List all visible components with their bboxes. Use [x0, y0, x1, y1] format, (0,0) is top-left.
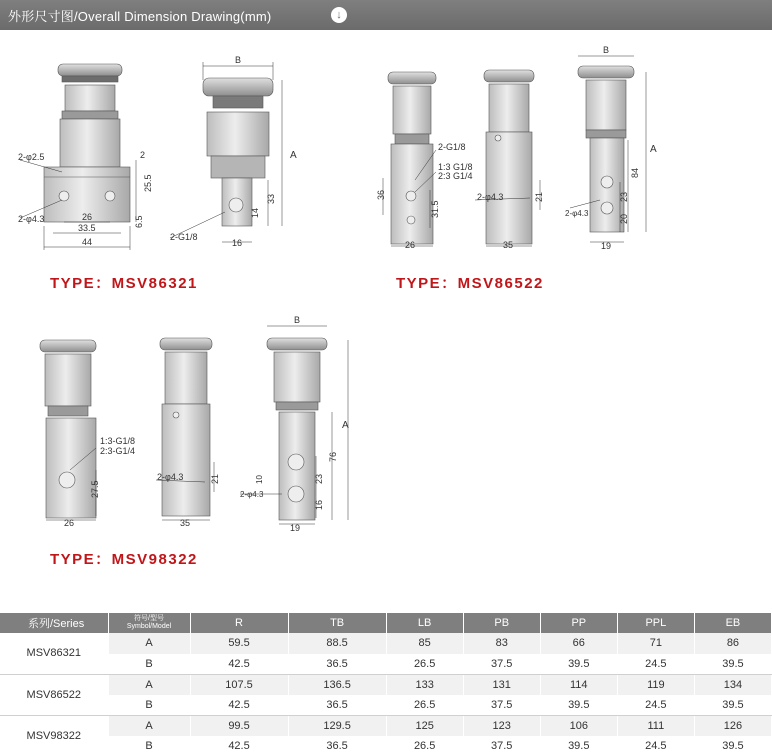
symbol-cell: A — [108, 715, 190, 736]
col-header-ppl: PPL — [617, 613, 694, 633]
dim-label: 2 — [140, 150, 146, 160]
table-row — [0, 695, 772, 716]
value-cell: 24.5 — [617, 654, 694, 675]
table-row — [0, 736, 772, 755]
value-cell: 59.5 — [190, 633, 288, 654]
series-cell: MSV86321 — [0, 633, 108, 674]
value-cell: 42.5 — [190, 695, 288, 716]
msv86522-front-view — [388, 72, 436, 244]
msv98322-middle-view — [160, 338, 212, 516]
series-cell: MSV98322 — [0, 715, 108, 755]
section-title: 外形尺寸图/Overall Dimension Drawing(mm) — [8, 8, 272, 24]
dim-label: 16 — [232, 238, 243, 248]
dim-label: 21 — [210, 473, 220, 484]
value-cell: 106 — [540, 715, 617, 736]
dim-label: 27.5 — [90, 480, 100, 498]
dim-label: 31.5 — [430, 200, 440, 218]
col-header-pp: PP — [540, 613, 617, 633]
value-cell: 107.5 — [190, 674, 288, 695]
dim-label: 23 — [619, 191, 629, 202]
value-cell: 26.5 — [386, 654, 463, 675]
value-cell: 39.5 — [694, 654, 771, 675]
dim-label: 2-G1/8 — [438, 142, 466, 152]
value-cell: 86 — [694, 633, 771, 654]
dim-label: A — [290, 150, 297, 161]
dim-label: 2-φ4.3 — [157, 472, 184, 482]
table-row — [0, 654, 772, 675]
dim-label: 76 — [328, 451, 338, 462]
value-cell: 66 — [540, 633, 617, 654]
col-header-eb: EB — [694, 613, 771, 633]
value-cell: 42.5 — [190, 654, 288, 675]
col-header-lb: LB — [386, 613, 463, 633]
table-row — [0, 715, 772, 736]
col-header-tb: TB — [288, 613, 386, 633]
dim-label: 19 — [601, 241, 612, 251]
dim-label: A — [342, 420, 349, 431]
value-cell: 134 — [694, 674, 771, 695]
symbol-cell: B — [108, 654, 190, 675]
msv86522-side-view — [578, 66, 634, 232]
dim-label: 20 — [619, 213, 629, 224]
dim-label: 2:3 G1/4 — [438, 171, 473, 181]
dim-label: 25.5 — [143, 174, 153, 192]
dim-label: 21 — [534, 191, 544, 202]
value-cell: 131 — [463, 674, 540, 695]
value-cell: 136.5 — [288, 674, 386, 695]
value-cell: 133 — [386, 674, 463, 695]
value-cell: 85 — [386, 633, 463, 654]
dim-label: 2-φ4.3 — [18, 214, 45, 224]
dim-label: B — [603, 45, 610, 55]
dim-label: 26 — [82, 212, 93, 222]
msv98322-front-view — [40, 340, 96, 518]
value-cell: 125 — [386, 715, 463, 736]
value-cell: 36.5 — [288, 654, 386, 675]
value-cell: 37.5 — [463, 654, 540, 675]
table-header-row — [0, 613, 772, 633]
msv86321-front-view — [44, 64, 130, 222]
dim-label: 1:3 G1/8 — [438, 162, 473, 172]
value-cell: 119 — [617, 674, 694, 695]
dim-label: 16 — [314, 499, 324, 510]
value-cell: 42.5 — [190, 736, 288, 755]
col-header-pb: PB — [463, 613, 540, 633]
value-cell: 39.5 — [540, 654, 617, 675]
dim-label: 2-φ4.3 — [477, 192, 504, 202]
symbol-cell: A — [108, 674, 190, 695]
value-cell: 39.5 — [540, 736, 617, 755]
value-cell: 24.5 — [617, 736, 694, 755]
symbol-cell: B — [108, 695, 190, 716]
dim-label: 2:3-G1/4 — [100, 446, 136, 456]
dim-label: 33 — [266, 193, 276, 204]
type-label-msv98322: TYPE：MSV98322 — [50, 551, 198, 568]
table-row — [0, 633, 772, 654]
dim-label: B — [294, 315, 301, 325]
value-cell: 71 — [617, 633, 694, 654]
value-cell: 37.5 — [463, 695, 540, 716]
col-header-symbol — [108, 613, 190, 633]
type-label-msv86321: TYPE：MSV86321 — [50, 275, 198, 292]
dimension-table — [0, 613, 772, 755]
type-label-msv86522: TYPE：MSV86522 — [396, 275, 544, 292]
msv86522-middle-view — [484, 70, 534, 244]
dim-label: 35 — [180, 518, 191, 528]
dim-label: 84 — [630, 167, 640, 178]
dim-label: 2-φ2.5 — [18, 152, 45, 162]
value-cell: 129.5 — [288, 715, 386, 736]
msv86321-side-view — [203, 78, 273, 226]
col-header-symbol-line2: Symbol/Model — [126, 623, 172, 630]
dim-label: 26 — [64, 518, 75, 528]
dim-label: 2-φ4.3 — [565, 209, 589, 218]
dim-label: 44 — [82, 237, 93, 247]
dim-label: 35 — [503, 240, 514, 250]
dim-label: 36 — [376, 189, 386, 200]
value-cell: 111 — [617, 715, 694, 736]
dim-label: 19 — [290, 523, 301, 533]
dim-label: 2-G1/8 — [170, 232, 198, 242]
value-cell: 126 — [694, 715, 771, 736]
download-icon[interactable]: ↓ — [331, 7, 347, 23]
col-header-symbol-line1: 符号/型号 — [134, 615, 164, 622]
dim-label: A — [650, 144, 657, 155]
dim-label: B — [235, 55, 242, 65]
symbol-cell: B — [108, 736, 190, 755]
value-cell: 39.5 — [694, 695, 771, 716]
dim-label: 23 — [314, 473, 324, 484]
value-cell: 39.5 — [540, 695, 617, 716]
value-cell: 26.5 — [386, 695, 463, 716]
col-header-r: R — [190, 613, 288, 633]
msv98322-side-view — [267, 338, 327, 520]
value-cell: 36.5 — [288, 695, 386, 716]
col-header-series: 系列/Series — [0, 613, 108, 633]
dim-label: 6.5 — [134, 215, 144, 228]
symbol-cell: A — [108, 633, 190, 654]
value-cell: 26.5 — [386, 736, 463, 755]
series-cell: MSV86522 — [0, 674, 108, 715]
value-cell: 99.5 — [190, 715, 288, 736]
value-cell: 24.5 — [617, 695, 694, 716]
value-cell: 83 — [463, 633, 540, 654]
dim-label: 10 — [255, 475, 264, 484]
value-cell: 39.5 — [694, 736, 771, 755]
dim-label: 14 — [250, 207, 260, 218]
value-cell: 37.5 — [463, 736, 540, 755]
dim-label: 2-φ4.3 — [240, 490, 264, 499]
dim-label: 33.5 — [78, 223, 96, 233]
value-cell: 114 — [540, 674, 617, 695]
dim-label: 26 — [405, 240, 416, 250]
table-row — [0, 674, 772, 695]
value-cell: 36.5 — [288, 736, 386, 755]
value-cell: 88.5 — [288, 633, 386, 654]
value-cell: 123 — [463, 715, 540, 736]
dim-label: 1:3-G1/8 — [100, 436, 136, 446]
